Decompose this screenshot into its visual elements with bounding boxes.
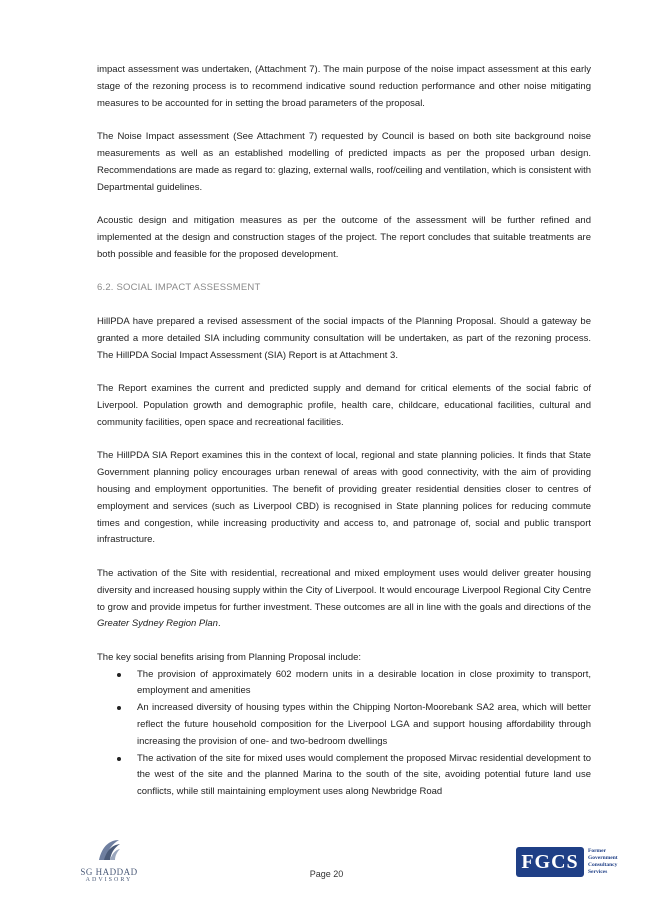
list-item: The provision of approximately 602 modern units in a desirable location in close proximity to transport, employment and amenities [97, 667, 591, 701]
page-number: Page 20 [309, 869, 344, 879]
paragraph-end-period: . [217, 618, 221, 630]
paragraph-site-activation-text: The activation of the Site with residential, recreational and mixed employment uses would deliver greater housing diversity and increased housing supply within the City of Liverpool. It would encourage Liverpool Regional City Centre to grow and provide impetus for further investment. These outcomes are all in line with the goals and directions of the [97, 567, 591, 613]
list-item: An increased diversity of housing types within the Chipping Norton-Moorebank SA2 area, which will better reflect the future household composition for the Liverpool LGA and support housing affordability through increasing the provision of one- and two-bedroom dwellings [97, 700, 591, 750]
fgcs-line-2: Government [588, 855, 618, 861]
plan-title: Greater Sydney Region Plan [97, 618, 218, 630]
fgcs-line-3: Consultancy [588, 862, 618, 868]
fgcs-tagline [588, 848, 618, 876]
benefits-list [97, 667, 591, 801]
paragraph-acoustic-design: Acoustic design and mitigation measures as per the outcome of the assessment will be further refined and implemented at the design and construction stages of the project. The report concludes that suitable treatments are both possible and feasible for the proposed development. [97, 215, 591, 260]
sg-haddad-sub: ADVISORY [85, 877, 133, 883]
sg-haddad-brand: SG HADDAD [80, 867, 138, 877]
paragraph-hillpda-intro: HillPDA have prepared a revised assessment of the social impacts of the Planning Proposal. Should a gateway be granted a more detailed SIA including community consultation will be undertaken, as part of the rezoning process. The HillPDA Social Impact Assessment (SIA) Report is at Attachment 3. [97, 315, 591, 361]
paragraph-report-examines: The Report examines the current and predicted supply and demand for critical elements of the social fabric of Liverpool. Population growth and demographic profile, health care, childcare, educational facilities, cultural and community facilities, open space and recreational facilities. [97, 383, 591, 428]
section-heading-social-impact: 6.2. SOCIAL IMPACT ASSESSMENT [97, 282, 261, 294]
paragraph-site-activation [97, 566, 591, 633]
page-body [97, 62, 591, 801]
list-item: The activation of the site for mixed uses would complement the proposed Mirvac residential development to the west of the site and the planned Marina to the south of the site, avoiding potential future land use conflicts, while still maintaining employment uses along Newbridge Road [97, 751, 591, 801]
paragraph-noise-assessment: The Noise Impact assessment (See Attachment 7) requested by Council is based on both site background noise measurements as well as an established modelling of predicted impacts as per the proposed urban design. Recommendations are made as regard to: glazing, external walls, roof/ceiling and ventilation, which is consistent with Departmental guidelines. [97, 131, 591, 193]
paragraph-key-benefits: The key social benefits arising from Planning Proposal include: [97, 651, 362, 663]
paragraph-noise-intro: impact assessment was undertaken, (Attachment 7). The main purpose of the noise impact assessment at this early stage of the rezoning process is to recommend indicative sound reduction performance and other noise mitigating measures to be accounted for in setting the broad parameters of the proposal. [97, 64, 591, 109]
fgcs-line-4: Services [588, 869, 608, 875]
fgcs-logo [516, 847, 620, 879]
fgcs-line-1: Former [588, 848, 607, 854]
sg-haddad-emblem-icon [96, 838, 122, 862]
paragraph-sia-context: The HillPDA SIA Report examines this in the context of local, regional and state planning policies. It finds that State Government planning policy encourages urban renewal of areas with good connectivity, with the aim of providing housing and employment opportunities. The benefit of providing greater residential densities closer to centres of employment and services (such as Liverpool CBD) is recognised in State planning polices for reducing commute times and congestion, while increasing productivity and access to, and patronage of, social and public transport infrastructure. [97, 450, 591, 546]
fgcs-mark: FGCS [516, 847, 584, 877]
